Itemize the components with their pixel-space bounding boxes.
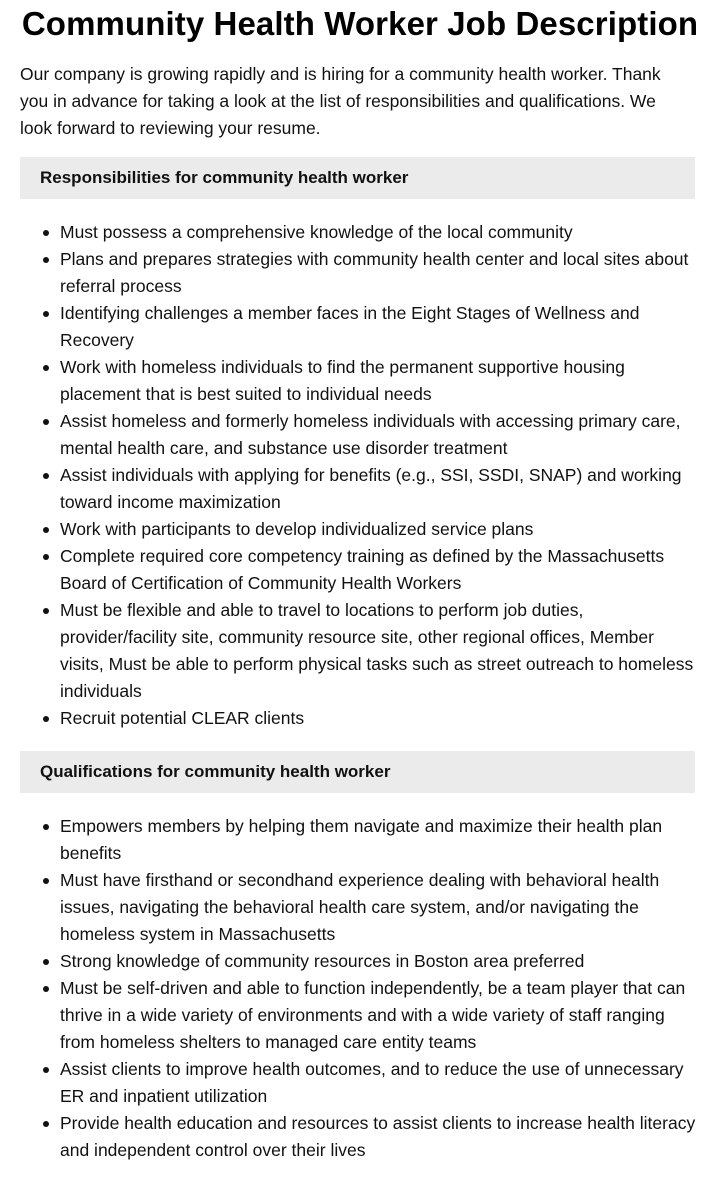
list-item [60, 543, 700, 597]
bullet-icon [43, 257, 49, 263]
bullet-icon [43, 230, 49, 236]
list-item [60, 246, 700, 300]
bullet-icon [43, 1121, 49, 1127]
list-item-text: Assist homeless and formerly homeless individuals with accessing primary care, mental health care, and substance use disorder treatment [60, 411, 681, 458]
list-item [60, 408, 700, 462]
bullet-icon [43, 959, 49, 965]
bullet-icon [43, 365, 49, 371]
page-title: Community Health Worker Job Description [21, 5, 699, 42]
list-item-text: Strong knowledge of community resources in Boston area preferred [60, 951, 585, 971]
list-item [60, 1056, 700, 1110]
list-item [60, 597, 700, 705]
list-item [60, 867, 700, 948]
list-item-text: Must have firsthand or secondhand experience dealing with behavioral health issues, navigating the behavioral health care system, and/or navigating the homeless system in Massachusetts [60, 870, 660, 944]
list-item-text: Assist individuals with applying for benefits (e.g., SSI, SSDI, SNAP) and working toward income maximization [60, 465, 682, 512]
list-item-text: Recruit potential CLEAR clients [60, 708, 305, 728]
list-item [60, 462, 700, 516]
bullet-icon [43, 311, 49, 317]
list-item [60, 705, 700, 732]
list-item [60, 300, 700, 354]
list-item [60, 1110, 700, 1164]
qualifications-heading: Qualifications for community health worker [20, 751, 695, 793]
responsibilities-list [0, 219, 700, 732]
list-item-text: Work with homeless individuals to find the permanent supportive housing placement that is best suited to individual needs [60, 357, 625, 404]
bullet-icon [43, 608, 49, 614]
bullet-icon [43, 1067, 49, 1073]
list-item [60, 219, 700, 246]
list-item-text: Must be flexible and able to travel to locations to perform job duties, provider/facility site, community resource site, other regional offices, Member visits, Must be able to perform physical tasks such as street outreach to homeless individuals [60, 600, 694, 701]
list-item-text: Work with participants to develop individualized service plans [60, 519, 534, 539]
list-item-text: Plans and prepares strategies with community health center and local sites about referral process [60, 249, 689, 296]
list-item-text: Identifying challenges a member faces in the Eight Stages of Wellness and Recovery [60, 303, 640, 350]
bullet-icon [43, 419, 49, 425]
list-item [60, 948, 700, 975]
list-item [60, 975, 700, 1056]
list-item-text: Must possess a comprehensive knowledge of the local community [60, 222, 573, 242]
list-item-text: Complete required core competency training as defined by the Massachusetts Board of Certification of Community Health Workers [60, 546, 665, 593]
responsibilities-heading: Responsibilities for community health worker [20, 157, 695, 199]
bullet-icon [43, 473, 49, 479]
bullet-icon [43, 554, 49, 560]
qualifications-list [0, 813, 700, 1164]
intro-paragraph: Our company is growing rapidly and is hiring for a community health worker. Thank you in advance for taking a look at the list of responsibilities and qualifications. We look forward to reviewing your resume. [20, 64, 661, 138]
list-item-text: Assist clients to improve health outcomes, and to reduce the use of unnecessary ER and inpatient utilization [60, 1059, 684, 1106]
list-item-text: Must be self-driven and able to function independently, be a team player that can thrive in a wide variety of environments and with a wide variety of staff ranging from homeless shelters to managed care entity teams [60, 978, 686, 1052]
bullet-icon [43, 824, 49, 830]
bullet-icon [43, 878, 49, 884]
bullet-icon [43, 716, 49, 722]
list-item [60, 354, 700, 408]
bullet-icon [43, 986, 49, 992]
list-item-text: Provide health education and resources to assist clients to increase health literacy and independent control over their lives [60, 1113, 696, 1160]
list-item [60, 516, 700, 543]
list-item-text: Empowers members by helping them navigate and maximize their health plan benefits [60, 816, 663, 863]
bullet-icon [43, 527, 49, 533]
list-item [60, 813, 700, 867]
